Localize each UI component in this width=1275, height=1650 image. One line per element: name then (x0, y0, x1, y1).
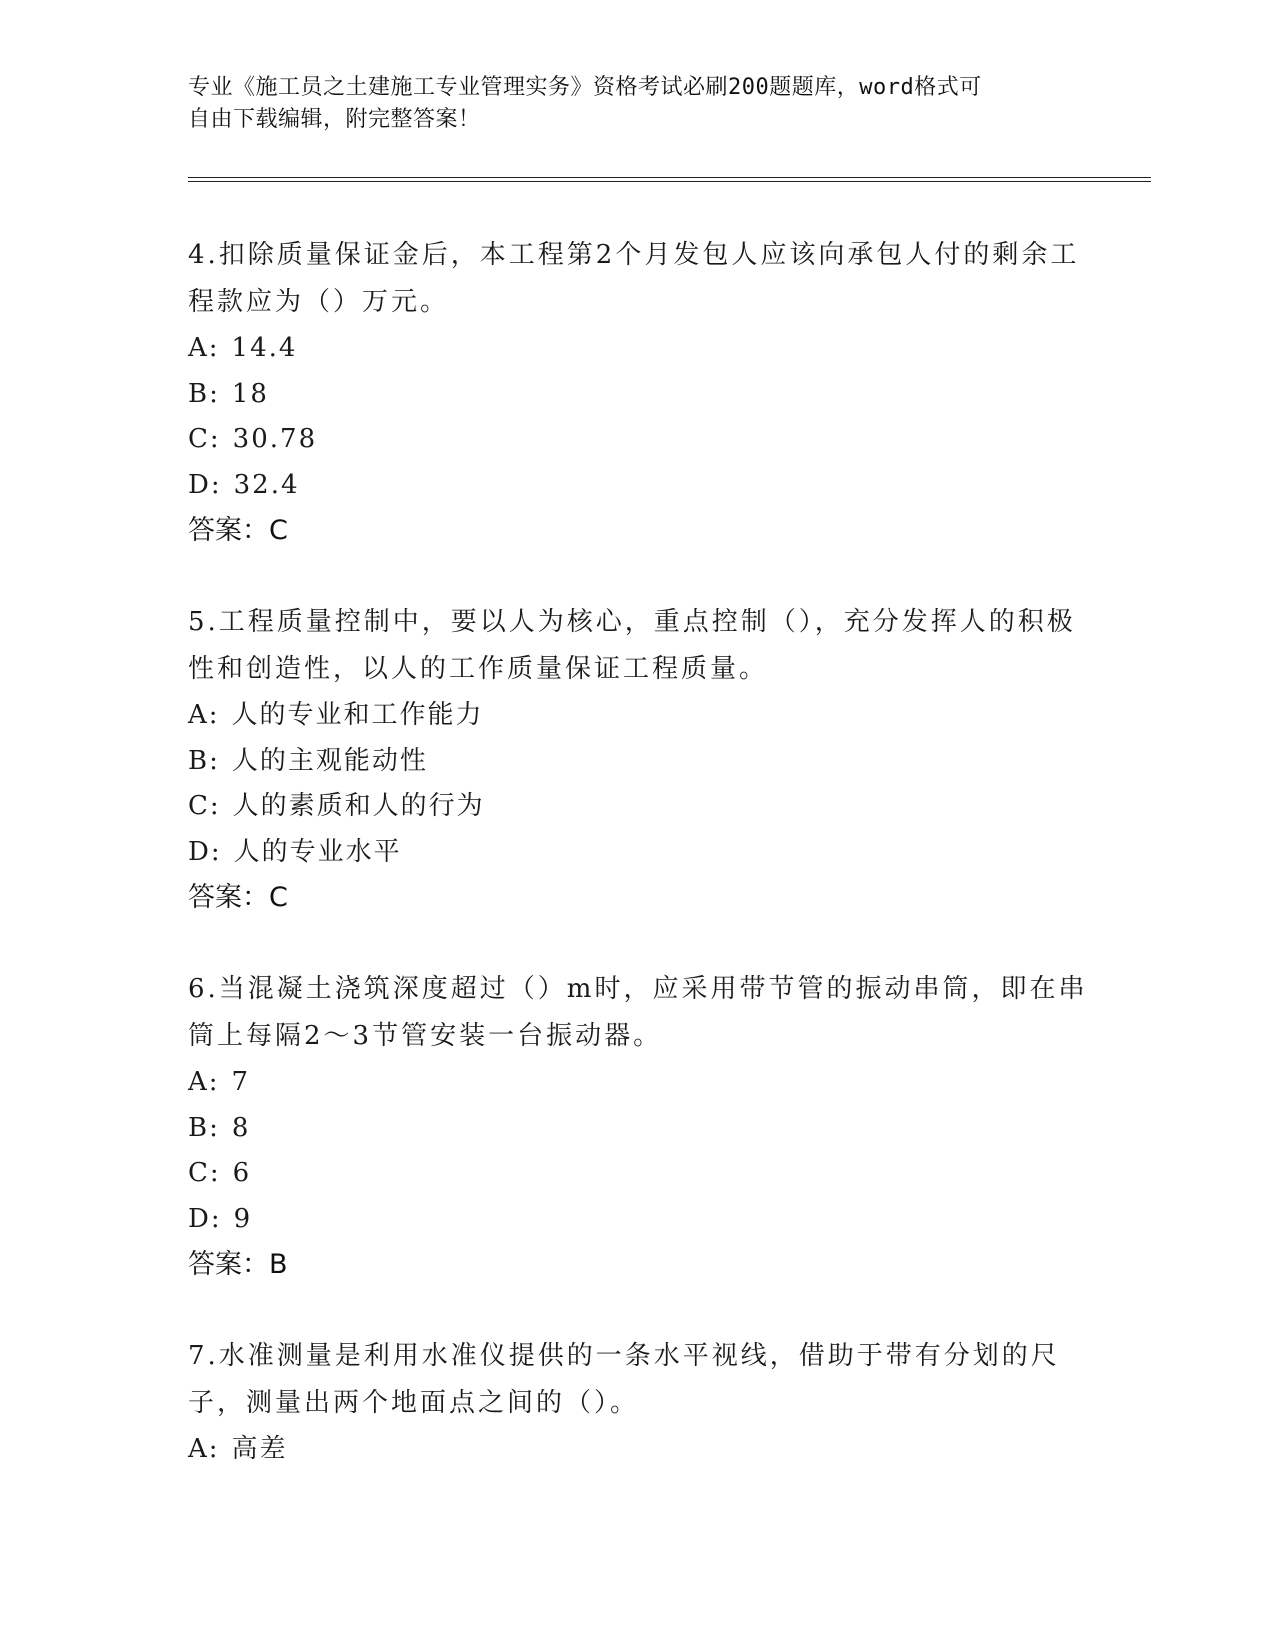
option-c (188, 784, 1088, 830)
option-text: 人的专业和工作能力 (231, 700, 484, 730)
option-separator: : (209, 1112, 220, 1143)
option-letter: B (188, 378, 210, 409)
option-separator: : (208, 1067, 220, 1097)
option-letter: A (188, 1434, 209, 1464)
question-list (188, 232, 1088, 1519)
option-a (188, 1060, 1088, 1106)
option-text: 9 (233, 1203, 253, 1234)
option-separator: : (209, 1158, 221, 1188)
option-letter: C (188, 1158, 210, 1188)
option-a (188, 326, 1088, 372)
option-text: 14.4 (231, 333, 298, 363)
option-a (188, 693, 1088, 739)
question-5 (188, 599, 1088, 920)
question-7 (188, 1333, 1088, 1473)
option-b (188, 372, 1088, 418)
option-text: 7 (231, 1067, 251, 1097)
option-d (188, 463, 1088, 509)
answer-line: 答案：C (188, 515, 288, 546)
question-4 (188, 232, 1088, 553)
option-text: 18 (231, 378, 269, 409)
option-letter: C (188, 791, 210, 821)
option-b (188, 1106, 1088, 1152)
answer-line: 答案：C (188, 882, 288, 913)
option-separator: : (208, 333, 220, 363)
option-text: 30.78 (232, 424, 318, 454)
option-separator: : (209, 424, 221, 454)
option-letter: D (188, 836, 211, 867)
document-header (188, 72, 1068, 136)
option-c (188, 1151, 1088, 1197)
question-stem: 6.当混凝土浇筑深度超过（）m时，应采用带节管的振动串筒，即在串筒上每隔2～3节管安装一台振动器。 (188, 974, 1088, 1051)
option-letter: D (188, 469, 211, 500)
option-a (188, 1427, 1088, 1473)
option-letter: A (188, 1067, 209, 1097)
header-double-rule (188, 177, 1151, 182)
option-c (188, 417, 1088, 463)
option-text: 32.4 (233, 469, 300, 500)
option-separator: : (210, 1203, 222, 1234)
option-d (188, 830, 1088, 876)
option-b (188, 739, 1088, 785)
question-6 (188, 966, 1088, 1287)
question-stem: 7.水准测量是利用水准仪提供的一条水平视线，借助于带有分划的尺子，测量出两个地面点之间的（）。 (188, 1341, 1060, 1418)
option-letter: A (188, 700, 209, 730)
option-separator: : (208, 1434, 220, 1464)
option-letter: D (188, 1203, 211, 1234)
option-separator: : (210, 836, 222, 867)
header-line-1: 专业《施工员之土建施工专业管理实务》资格考试必刷200题题库，word格式可 (188, 75, 982, 100)
header-line-2: 自由下载编辑，附完整答案！ (188, 107, 481, 132)
option-d (188, 1197, 1088, 1243)
option-letter: A (188, 333, 209, 363)
option-separator: : (209, 745, 220, 776)
question-stem: 5.工程质量控制中，要以人为核心，重点控制（），充分发挥人的积极性和创造性，以人的工作质量保证工程质量。 (188, 607, 1076, 684)
option-text: 人的专业水平 (233, 836, 402, 867)
option-text: 6 (232, 1158, 252, 1188)
option-letter: B (188, 745, 210, 776)
option-text: 8 (231, 1112, 251, 1143)
option-letter: B (188, 1112, 210, 1143)
option-separator: : (210, 469, 222, 500)
answer-line: 答案：B (188, 1249, 288, 1280)
option-text: 人的主观能动性 (231, 745, 428, 776)
option-letter: C (188, 424, 210, 454)
question-stem: 4.扣除质量保证金后，本工程第2个月发包人应该向承包人付的剩余工程款应为（）万元。 (188, 240, 1080, 317)
option-separator: : (208, 700, 220, 730)
option-text: 人的素质和人的行为 (232, 791, 485, 821)
option-separator: : (209, 378, 220, 409)
option-separator: : (209, 791, 221, 821)
option-text: 高差 (231, 1434, 288, 1464)
